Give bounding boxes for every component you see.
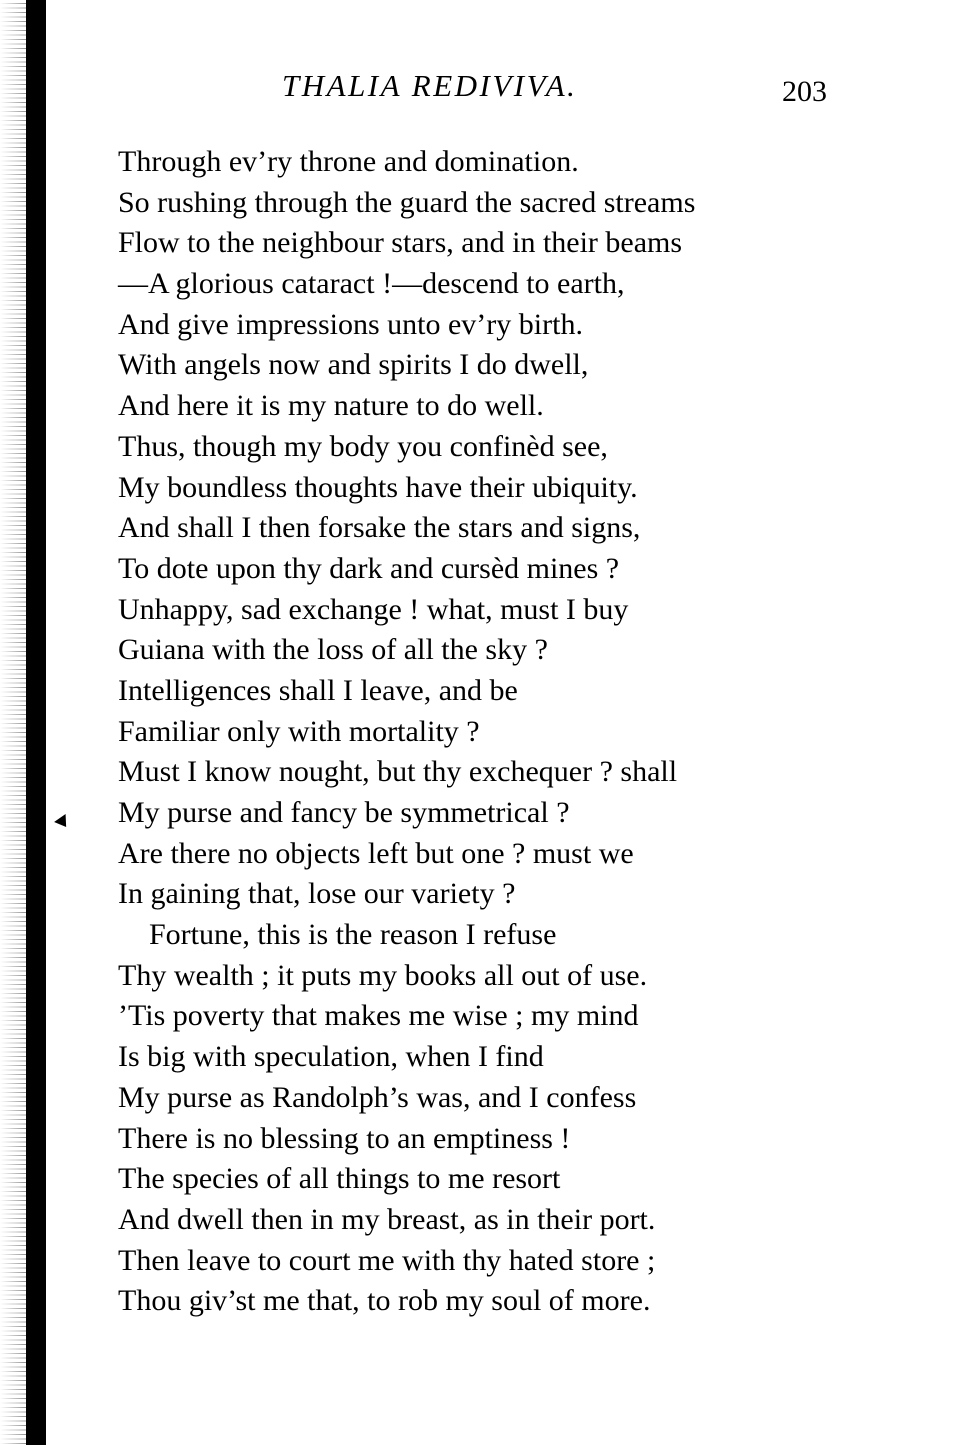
- poem-line: To dote upon thy dark and cursèd mines ?: [118, 551, 620, 585]
- poem-line: And dwell then in my breast, as in their port.: [118, 1202, 656, 1236]
- poem-line: Through ev’ry throne and domination.: [118, 145, 579, 178]
- page-number: 203: [782, 75, 827, 108]
- poem-line: Thy wealth ; it puts my books all out of use.: [118, 958, 648, 992]
- poem-line: Must I know nought, but thy exchequer ? shall: [118, 755, 678, 789]
- poem-line: With angels now and spirits I do dwell,: [118, 348, 589, 382]
- poem-line: Are there no objects left but one ? must we: [118, 836, 634, 870]
- poem-line: So rushing through the guard the sacred streams: [118, 185, 696, 219]
- poem-line: And shall I then forsake the stars and signs,: [118, 511, 641, 545]
- poem-line: Guiana with the loss of all the sky ?: [118, 633, 548, 667]
- poem-line: Is big with speculation, when I find: [118, 1040, 544, 1074]
- poem-line: Intelligences shall I leave, and be: [118, 673, 518, 707]
- poem-line: My purse as Randolph’s was, and I confess: [118, 1080, 637, 1114]
- poem-line: ’Tis poverty that makes me wise ; my mind: [118, 999, 639, 1033]
- poem-line: My purse and fancy be symmetrical ?: [118, 796, 570, 829]
- running-head: [118, 66, 838, 110]
- page-binding-edge: [0, 0, 48, 1445]
- poem-line: —A glorious cataract !—descend to earth,: [118, 267, 625, 301]
- poem-line: Thou giv’st me that, to rob my soul of more.: [118, 1284, 651, 1318]
- poem-line: Familiar only with mortality ?: [118, 714, 480, 748]
- poem-line: There is no blessing to an emptiness !: [118, 1121, 571, 1155]
- poem-line: Then leave to court me with thy hated store ;: [118, 1243, 656, 1277]
- running-title: THALIA REDIVIVA.: [282, 68, 578, 103]
- poem-line: Thus, though my body you confinèd see,: [118, 429, 608, 463]
- poem-line: Flow to the neighbour stars, and in their beams: [118, 226, 683, 260]
- poem-line: My boundless thoughts have their ubiquity.: [118, 470, 638, 504]
- poem-line: Unhappy, sad exchange ! what, must I buy: [118, 592, 629, 626]
- binding-spine: [26, 0, 46, 1445]
- margin-mark: [54, 814, 72, 831]
- poem-line-indented: Fortune, this is the reason I refuse: [149, 918, 557, 952]
- poem-line: The species of all things to me resort: [118, 1162, 561, 1196]
- poem-line: In gaining that, lose our variety ?: [118, 877, 516, 911]
- poem-line: And here it is my nature to do well.: [118, 389, 544, 423]
- poem-text: [118, 142, 838, 1322]
- poem-line: And give impressions unto ev’ry birth.: [118, 307, 583, 341]
